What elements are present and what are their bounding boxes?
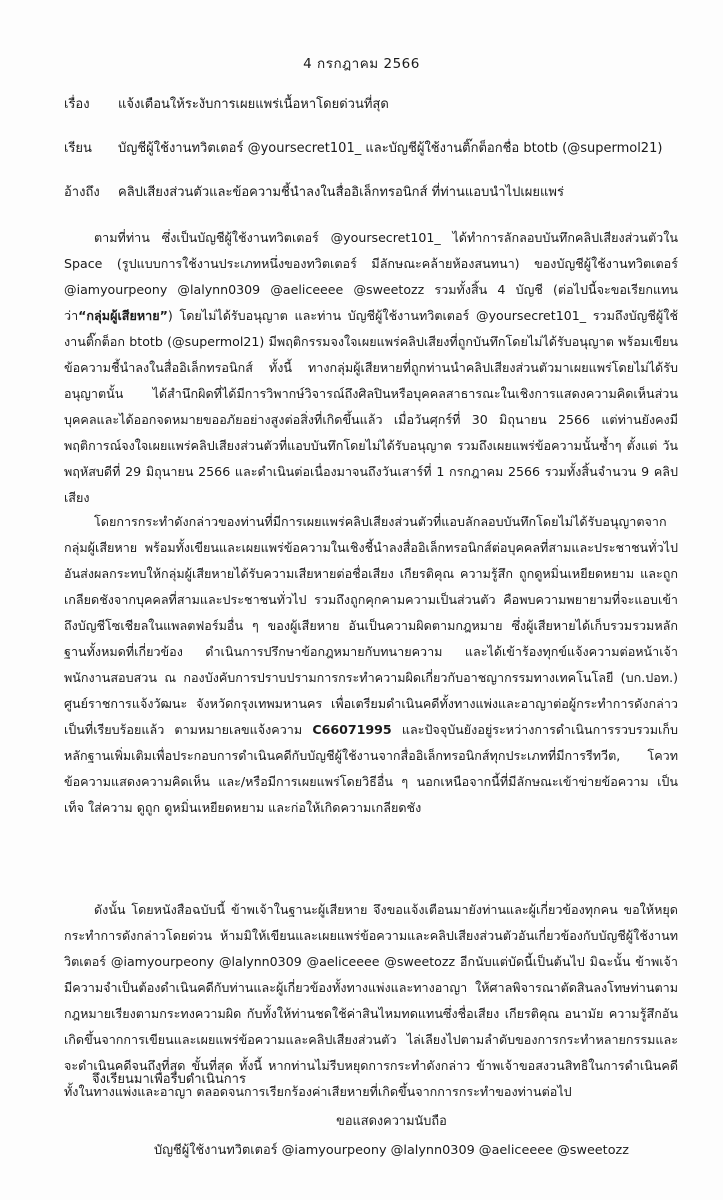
paragraph-2 xyxy=(64,509,678,821)
victims-group-term: “กลุ่มผู้เสียหาย” xyxy=(78,308,168,323)
subject-row xyxy=(64,95,693,115)
recipient-text: บัญชีผู้ใช้งานทวิตเตอร์ @yoursecret101_ และบัญชีผู้ใช้งานติ๊กต็อกชื่อ btotb (@supermol21) xyxy=(118,141,663,156)
subject-text: แจ้งเตือนให้ระงับการเผยแพร่เนื้อหาโดยด่วนที่สุด xyxy=(118,97,389,112)
reference-text: คลิปเสียงส่วนตัวและข้อความชี้นำลงในสื่ออิเล็กทรอนิกส์ ที่ท่านแอบนำไปเผยแพร่ xyxy=(118,185,564,200)
case-number: C66071995 xyxy=(312,722,392,737)
signature-block xyxy=(0,1107,723,1165)
subject-label: เรื่อง xyxy=(64,97,90,112)
recipient-row xyxy=(64,139,693,159)
signatories-line: บัญชีผู้ใช้งานทวิตเตอร์ @iamyourpeony @lalynn0309 @aeliceeee @sweetozz xyxy=(154,1143,629,1158)
paragraph-2-part-b: และปัจจุบันยังอยู่ระหว่างการดำเนินการรวบรวมเก็บหลักฐานเพิ่มเติมเพื่อประกอบการดำเนินคดีกับบัญชีผู้ใช้งานจากสื่ออิเล็กทรอนิกส์ทุกประเภทที่มีการรีทวีต, โควทข้อความแสดงความคิดเห็น และ/หรือมีการเผยแพร่โดยวิธีอื่น ๆ นอกเหนือจากนี้ที่มีลักษณะเข้าข่ายข้อความ เป็นเท็จ ใส่ความ ดูถูก ดูหมิ่นเหยียดหยาม และก่อให้เกิดความเกลียดชัง xyxy=(64,722,678,815)
reference-row xyxy=(64,183,693,203)
paragraph-2-part-a: โดยการกระทำดังกล่าวของท่านที่มีการเผยแพร่คลิปเสียงส่วนตัวที่แอบลักลอบบันทึกโดยไม่ได้รับอนุญาตจากกลุ่มผู้เสียหาย พร้อมทั้งเขียนและเผยแพร่ข้อความในเชิงชี้นำลงสื่ออิเล็กทรอนิกส์ต่อบุคคลที่สามและประชาชนทั่วไป อันส่งผลกระทบให้กลุ่มผู้เสียหายได้รับความเสียหายต่อชื่อเสียง เกียรติคุณ ความรู้สึก ถูกดูหมิ่นเหยียดหยาม และถูกเกลียดชังจากบุคคลที่สามและประชาชนทั่วไป รวมถึงถูกคุกคามความเป็นส่วนตัว คือพบความพยายามที่จะแอบเข้าถึงบัญชีโซเชียลในแพลตฟอร์มอื่น ๆ ของผู้เสียหาย อันเป็นความผิดตามกฎหมาย ซึ่งผู้เสียหายได้เก็บรวมรวมหลักฐานทั้งหมดที่เกี่ยวข้อง ดำเนินการปรึกษาข้อกฎหมายกับทนายความ และได้เข้าร้องทุกข์แจ้งความต่อหน้าเจ้าพนักงานสอบสวน ณ กองบังคับการปราบปรามการกระทำความผิดเกี่ยวกับอาชญากรรมทางเทคโนโลยี (บก.ปอท.) ศูนย์ราชการแจ้งวัฒนะ จังหวัดกรุงเทพมหานคร เพื่อเตรียมดำเนินคดีทั้งทางแพ่งและอาญาต่อผู้กระทำการดังกล่าวเป็นที่เรียบร้อยแล้ว ตามหมายเลขแจ้งความ xyxy=(64,514,678,737)
paragraph-1 xyxy=(64,225,678,511)
reference-label: อ้างถึง xyxy=(64,185,100,200)
letter-date: 4 กรกฎาคม 2566 xyxy=(303,56,420,72)
regards-line: ขอแสดงความนับถือ xyxy=(336,1114,447,1129)
paragraph-1-part-b: ) โดยไม่ได้รับอนุญาต และท่าน บัญชีผู้ใช้งานทวิตเตอร์ @yoursecret101_ รวมถึงบัญชีผู้ใช้งานติ๊กต็อก btotb (@supermol21) มีพฤติกรรมจงใจเผยแพร่คลิปเสียงที่ถูกบันทึกโดยไม่ได้รับอนุญาต พร้อมเขียนข้อความชี้นำลงในสื่ออิเล็กทรอนิกส์ ทั้งนี้ ทางกลุ่มผู้เสียหายที่ถูกท่านนำคลิปเสียงส่วนตัวมาเผยแพร่โดยไม่ได้รับอนุญาตนั้น ได้สำนึกผิดที่ได้มีการวิพากษ์วิจารณ์ถึงศิลปินหรือบุคคลสาธารณะในเชิงการแสดงความคิดเห็นส่วนบุคคลและได้ออกจดหมายขออภัยอย่างสูงต่อสิ่งที่เกิดขึ้นแล้ว เมื่อวันศุกร์ที่ 30 มิถุนายน 2566 แต่ท่านยังคงมีพฤติการณ์จงใจเผยแพร่คลิปเสียงส่วนตัวที่แอบบันทึกโดยไม่ได้รับอนุญาต รวมถึงเผยแพร่ข้อความนั้นซ้ำๆ ตั้งแต่ วันพฤหัสบดีที่ 29 มิถุนายน 2566 และดำเนินต่อเนื่องมาจนถึงวันเสาร์ที่ 1 กรกฎาคม 2566 รวมทั้งสิ้นจำนวน 9 คลิปเสียง xyxy=(64,308,678,505)
paragraph-1-part-a: ตามที่ท่าน ซึ่งเป็นบัญชีผู้ใช้งานทวิตเตอร์ @yoursecret101_ ได้ทำการลักลอบบันทึกคลิปเสียงส่วนตัวใน Space (รูปแบบการใช้งานประเภทหนึ่งของทวิตเตอร์ มีลักษณะคล้ายห้องสนทนา) ของบัญชีผู้ใช้งานทวิตเตอร์ @iamyourpeony @lalynn0309 @aeliceeee @sweetozz รวมทั้งสิ้น 4 บัญชี (ต่อไปนี้จะขอเรียกแทนว่า xyxy=(64,230,678,323)
closing-line: จึงเรียนมาเพื่อรีบดำเนินการ xyxy=(92,1072,246,1087)
recipient-label: เรียน xyxy=(64,141,92,156)
paragraph-3-text: ดังนั้น โดยหนังสือฉบับนี้ ข้าพเจ้าในฐานะผู้เสียหาย จึงขอแจ้งเตือนมายังท่านและผู้เกี่ยวข้องทุกคน ขอให้หยุดกระทำการดังกล่าวโดยด่วน ห้ามมิให้เขียนและเผยแพร่ข้อความและคลิปเสียงส่วนตัวอันเกี่ยวข้องกับบัญชีผู้ใช้งานทวิตเตอร์ @iamyourpeony @lalynn0309 @aeliceeee @sweetozz อีกนับแต่บัดนี้เป็นต้นไป มิฉะนั้น ข้าพเจ้ามีความจำเป็นต้องดำเนินคดีกับท่านและผู้เกี่ยวข้องทั้งทางแพ่งและทางอาญา ให้ศาลพิจารณาตัดสินลงโทษท่านตามกฎหมายเรียงตามกระทงความผิด กับทั้งให้ท่านชดใช้ค่าสินไหมทดแทนซึ่งชื่อเสียง เกียรติคุณ อนามัย ความรู้สึกอันเกิดขึ้นจากการเขียนและเผยแพร่ข้อความและคลิปเสียงส่วนตัว ไล่เลียงไปตามลำดับของการกระทำหลายกรรมและจะดำเนินคดีจนถึงที่สุด ขั้นที่สุด ทั้งนี้ หากท่านไม่รีบหยุดการกระทำดังกล่าว ข้าพเจ้าขอสงวนสิทธิในการดำเนินคดีทั้งในทางแพ่งและอาญา ตลอดจนการเรียกร้องค่าเสียหายที่เกิดขึ้นจากการกระทำของท่านต่อไป xyxy=(64,902,678,1099)
